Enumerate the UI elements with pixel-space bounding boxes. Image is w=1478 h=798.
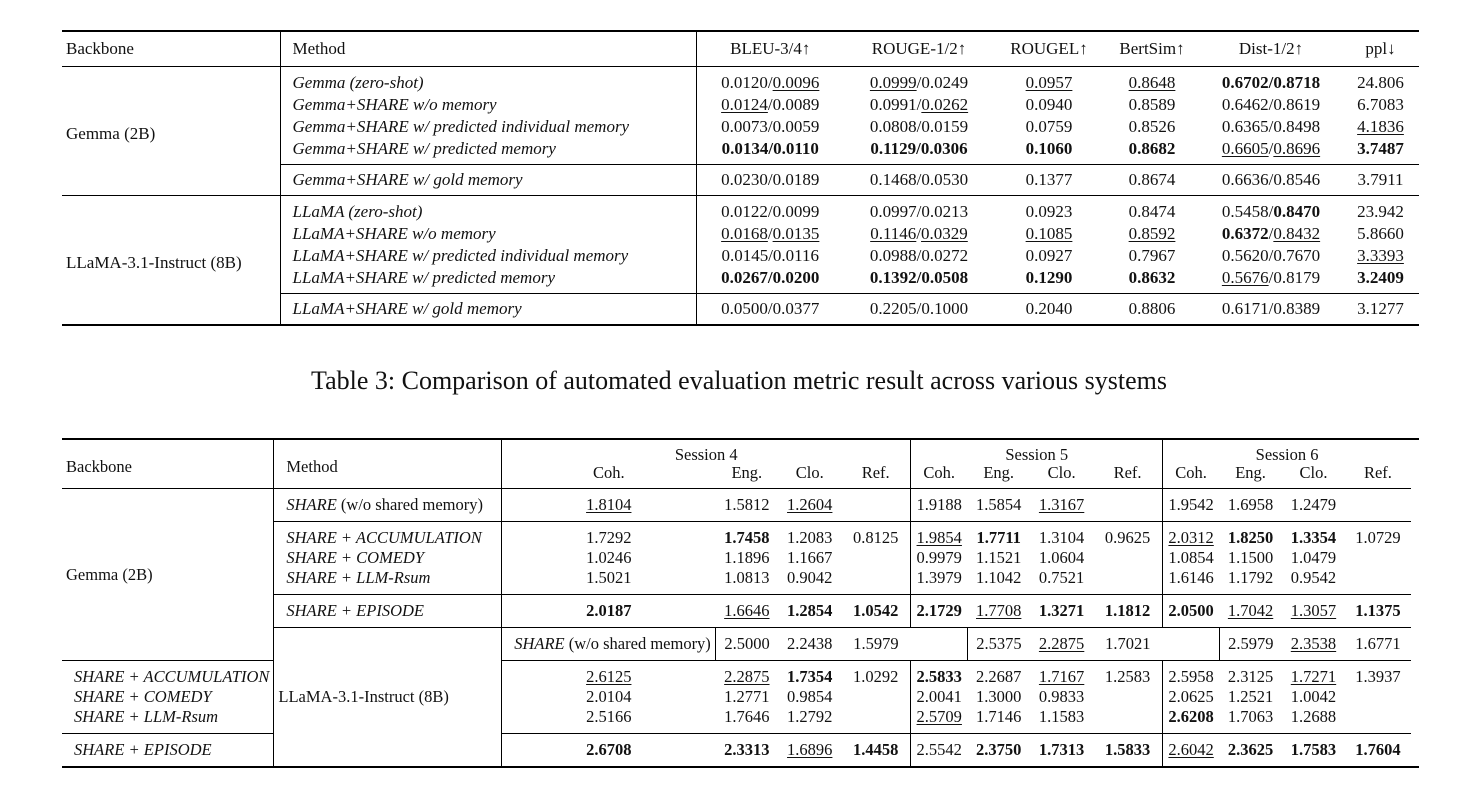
value-cell: 1.1521 bbox=[976, 548, 1022, 567]
value-cell: 1.8250 bbox=[1219, 522, 1282, 549]
value-cell: 1.7604 bbox=[1345, 734, 1411, 768]
col-header-coh: Coh. bbox=[911, 464, 967, 489]
col-header-session6: Session 6 bbox=[1255, 445, 1319, 464]
bleu-cell: 0.0145/0.0116 bbox=[721, 246, 820, 265]
ppl-cell: 5.8660 bbox=[1357, 224, 1404, 243]
value-cell bbox=[1093, 707, 1163, 734]
value-cell: 1.7146 bbox=[976, 707, 1022, 726]
value-cell bbox=[1411, 628, 1419, 661]
value-cell: 2.5709 bbox=[916, 707, 962, 726]
table-row bbox=[62, 196, 1419, 224]
bleu-cell: 0.0120/0.0096 bbox=[721, 73, 820, 92]
value-cell: 2.6042 bbox=[1163, 734, 1219, 768]
value-cell bbox=[1345, 707, 1411, 734]
dist-cell: 0.6462/0.8619 bbox=[1221, 95, 1321, 114]
value-cell: 1.0813 bbox=[724, 568, 770, 587]
method-cell: Gemma+SHARE w/ gold memory bbox=[280, 165, 696, 196]
col-header-clo: Clo. bbox=[1282, 464, 1345, 489]
method-cell: SHARE + ACCUMULATION bbox=[62, 661, 274, 688]
col-header-coh: Coh. bbox=[1163, 464, 1219, 489]
session-table bbox=[62, 438, 1419, 768]
value-cell: 0.9042 bbox=[787, 568, 833, 587]
rougel-cell: 0.0940 bbox=[1025, 95, 1073, 114]
method-cell: Gemma+SHARE w/ predicted individual memory bbox=[280, 116, 696, 138]
backbone-cell: Gemma (2B) bbox=[62, 489, 274, 661]
rouge-cell: 0.0999/0.0249 bbox=[869, 73, 969, 92]
col-header-ref: Ref. bbox=[1093, 464, 1163, 489]
value-cell: 0.9854 bbox=[787, 687, 833, 706]
col-header-clo: Clo. bbox=[778, 464, 841, 489]
rouge-cell: 0.0997/0.0213 bbox=[869, 202, 969, 221]
value-cell bbox=[1163, 628, 1219, 661]
value-cell: 1.1375 bbox=[1345, 595, 1411, 628]
value-cell: 1.7167 bbox=[1030, 661, 1093, 688]
bertsim-cell: 0.8592 bbox=[1128, 224, 1176, 243]
col-header-ref: Ref. bbox=[1345, 464, 1411, 489]
method-cell: SHARE + EPISODE bbox=[62, 734, 274, 768]
method-cell: SHARE + COMEDY bbox=[62, 687, 274, 707]
bertsim-cell: 0.8674 bbox=[1104, 165, 1200, 196]
value-cell: 1.7458 bbox=[715, 522, 778, 549]
value-cell: 1.0042 bbox=[1290, 687, 1337, 706]
method-cell: LLaMA+SHARE w/ predicted memory bbox=[280, 267, 696, 294]
value-cell: 1.6896 bbox=[778, 734, 841, 768]
value-cell: 1.5979 bbox=[853, 634, 899, 653]
metrics-table bbox=[62, 30, 1419, 326]
col-header-ref: Ref. bbox=[841, 464, 911, 489]
value-cell bbox=[841, 687, 911, 707]
rouge-cell: 0.0808/0.0159 bbox=[869, 117, 969, 136]
col-header-method: Method bbox=[280, 31, 696, 67]
method-cell: SHARE + LLM-Rsum bbox=[62, 707, 274, 734]
value-cell bbox=[841, 548, 911, 568]
table-row bbox=[62, 707, 1419, 734]
ppl-cell: 6.7083 bbox=[1357, 95, 1404, 114]
value-cell: 1.7063 bbox=[1227, 707, 1274, 726]
value-cell: 2.3538 bbox=[1290, 634, 1337, 653]
value-cell: 2.5000 bbox=[724, 634, 770, 653]
value-cell: 1.0604 bbox=[1038, 548, 1085, 567]
bertsim-cell: 0.8682 bbox=[1128, 139, 1176, 158]
value-cell: 1.0246 bbox=[586, 548, 632, 567]
value-cell: 2.5833 bbox=[911, 661, 967, 688]
value-cell: 2.1729 bbox=[911, 595, 967, 628]
rougel-cell: 0.1085 bbox=[1025, 224, 1073, 243]
value-cell: 2.2438 bbox=[787, 634, 833, 653]
table-row bbox=[62, 661, 1419, 688]
value-cell: 1.4458 bbox=[841, 734, 911, 768]
ppl-cell: 4.1836 bbox=[1357, 117, 1404, 136]
ppl-cell: 3.7487 bbox=[1357, 139, 1404, 158]
value-cell: 1.7042 bbox=[1219, 595, 1282, 628]
value-cell: 1.2688 bbox=[1290, 707, 1337, 726]
method-cell: Gemma+SHARE w/ predicted memory bbox=[280, 138, 696, 165]
value-cell: 1.1042 bbox=[976, 568, 1022, 587]
rougel-cell: 0.1377 bbox=[994, 165, 1104, 196]
value-cell: 2.6708 bbox=[502, 734, 716, 768]
value-cell: 1.7021 bbox=[1105, 634, 1151, 653]
table-header-row bbox=[62, 31, 1419, 67]
value-cell: 2.0187 bbox=[502, 595, 716, 628]
col-header-bleu: BLEU-3/4↑ bbox=[696, 31, 844, 67]
table-row bbox=[62, 687, 1419, 707]
backbone-cell: LLaMA-3.1-Instruct (8B) bbox=[62, 196, 280, 326]
col-header-session5: Session 5 bbox=[911, 439, 1163, 464]
value-cell: 1.1667 bbox=[787, 548, 833, 567]
value-cell: 0.9833 bbox=[1038, 687, 1085, 706]
method-cell: SHARE (w/o shared memory) bbox=[502, 628, 716, 661]
value-cell: 1.1896 bbox=[724, 548, 770, 567]
backbone-cell: LLaMA-3.1-Instruct (8B) bbox=[274, 628, 502, 768]
dist-cell: 0.5458/0.8470 bbox=[1221, 202, 1321, 221]
rougel-cell: 0.0927 bbox=[1025, 246, 1073, 265]
value-cell: 1.7646 bbox=[724, 707, 770, 726]
bertsim-cell: 0.8526 bbox=[1128, 117, 1176, 136]
table-row bbox=[62, 67, 1419, 95]
value-cell: 1.6146 bbox=[1168, 568, 1214, 587]
dist-cell: 0.6171/0.8389 bbox=[1200, 294, 1342, 326]
rouge-cell: 0.0991/0.0262 bbox=[869, 95, 969, 114]
method-cell: LLaMA+SHARE w/ gold memory bbox=[280, 294, 696, 326]
method-cell: SHARE + ACCUMULATION bbox=[274, 522, 502, 549]
value-cell: 1.3000 bbox=[976, 687, 1022, 706]
bertsim-cell: 0.8632 bbox=[1128, 268, 1176, 287]
col-header-clo: Clo. bbox=[1030, 464, 1093, 489]
rougel-cell: 0.0923 bbox=[1025, 202, 1073, 221]
col-header-method: Method bbox=[274, 439, 502, 489]
value-cell: 1.7292 bbox=[502, 522, 716, 549]
value-cell: 1.5021 bbox=[586, 568, 632, 587]
bleu-cell: 0.0267/0.0200 bbox=[721, 268, 820, 287]
bleu-cell: 0.0230/0.0189 bbox=[696, 165, 844, 196]
value-cell: 1.2771 bbox=[724, 687, 770, 706]
rougel-cell: 0.2040 bbox=[994, 294, 1104, 326]
value-cell: 2.6208 bbox=[1168, 707, 1214, 726]
value-cell bbox=[1345, 548, 1411, 568]
value-cell bbox=[1093, 548, 1163, 568]
value-cell: 1.6771 bbox=[1355, 634, 1401, 653]
table-header-row bbox=[62, 439, 1419, 464]
dist-cell: 0.6702/0.8718 bbox=[1221, 73, 1321, 92]
value-cell: 2.0500 bbox=[1163, 595, 1219, 628]
value-cell: 2.3313 bbox=[715, 734, 778, 768]
rougel-cell: 0.1060 bbox=[1025, 139, 1073, 158]
value-cell: 1.7708 bbox=[967, 595, 1030, 628]
value-cell: 1.3057 bbox=[1282, 595, 1345, 628]
method-cell: Gemma (zero-shot) bbox=[280, 67, 696, 95]
value-cell: 2.2875 bbox=[715, 661, 778, 688]
col-header-backbone: Backbone bbox=[62, 31, 280, 67]
value-cell: 1.6646 bbox=[715, 595, 778, 628]
rougel-cell: 0.1290 bbox=[1025, 268, 1073, 287]
method-cell: LLaMA+SHARE w/o memory bbox=[280, 223, 696, 245]
value-cell: 1.3354 bbox=[1282, 522, 1345, 549]
value-cell bbox=[1093, 489, 1163, 522]
dist-cell: 0.6636/0.8546 bbox=[1200, 165, 1342, 196]
value-cell: 1.3937 bbox=[1345, 661, 1411, 688]
rougel-cell: 0.0957 bbox=[1025, 73, 1073, 92]
value-cell: 1.2792 bbox=[787, 707, 833, 726]
value-cell: 1.6958 bbox=[1227, 495, 1274, 514]
value-cell: 1.1812 bbox=[1093, 595, 1163, 628]
value-cell: 1.0542 bbox=[841, 595, 911, 628]
value-cell: 2.5542 bbox=[911, 734, 967, 768]
value-cell: 1.2083 bbox=[778, 522, 841, 549]
rougel-cell: 0.0759 bbox=[1025, 117, 1073, 136]
value-cell: 0.7521 bbox=[1038, 568, 1085, 587]
value-cell: 1.5854 bbox=[976, 495, 1022, 514]
method-cell: SHARE (w/o shared memory) bbox=[274, 489, 502, 522]
col-header-eng: Eng. bbox=[715, 464, 778, 489]
value-cell bbox=[1345, 687, 1411, 707]
rouge-cell: 0.1129/0.0306 bbox=[870, 139, 968, 158]
value-cell: 1.0292 bbox=[841, 661, 911, 688]
value-cell: 1.5833 bbox=[1093, 734, 1163, 768]
col-header-rouge12: ROUGE-1/2↑ bbox=[844, 31, 994, 67]
value-cell bbox=[841, 707, 911, 734]
col-header-eng: Eng. bbox=[967, 464, 1030, 489]
method-cell: Gemma+SHARE w/o memory bbox=[280, 94, 696, 116]
value-cell: 1.5812 bbox=[724, 495, 770, 514]
value-cell: 1.7354 bbox=[778, 661, 841, 688]
col-header-dist: Dist-1/2↑ bbox=[1200, 31, 1342, 67]
rouge-cell: 0.2205/0.1000 bbox=[844, 294, 994, 326]
value-cell: 1.2604 bbox=[787, 495, 833, 514]
col-header-backbone: Backbone bbox=[62, 439, 274, 489]
value-cell: 2.3625 bbox=[1219, 734, 1282, 768]
value-cell: 1.3167 bbox=[1038, 495, 1085, 514]
method-cell: SHARE + EPISODE bbox=[274, 595, 502, 628]
value-cell: 2.2875 bbox=[1038, 634, 1085, 653]
col-header-coh: Coh. bbox=[502, 464, 716, 489]
value-cell: 2.0041 bbox=[916, 687, 962, 706]
bertsim-cell: 0.8474 bbox=[1128, 202, 1176, 221]
value-cell: 1.2521 bbox=[1227, 687, 1274, 706]
value-cell bbox=[1093, 568, 1163, 595]
backbone-cell: Gemma (2B) bbox=[62, 67, 280, 196]
value-cell: 2.0104 bbox=[586, 687, 632, 706]
value-cell: 1.3271 bbox=[1030, 595, 1093, 628]
table-row bbox=[62, 734, 1419, 768]
value-cell: 1.2479 bbox=[1290, 495, 1337, 514]
value-cell: 1.7711 bbox=[967, 522, 1030, 549]
dist-cell: 0.6372/0.8432 bbox=[1221, 224, 1321, 243]
value-cell bbox=[911, 628, 967, 661]
bertsim-cell: 0.8589 bbox=[1128, 95, 1176, 114]
rouge-cell: 0.1146/0.0329 bbox=[870, 224, 968, 243]
value-cell: 1.3979 bbox=[916, 568, 962, 587]
value-cell: 2.0312 bbox=[1163, 522, 1219, 549]
value-cell: 1.1500 bbox=[1227, 548, 1274, 567]
value-cell bbox=[841, 489, 911, 522]
value-cell: 2.5958 bbox=[1163, 661, 1219, 688]
bleu-cell: 0.0073/0.0059 bbox=[721, 117, 820, 136]
dist-cell: 0.5676/0.8179 bbox=[1221, 268, 1321, 287]
ppl-cell: 3.2409 bbox=[1357, 268, 1404, 287]
rouge-cell: 0.1392/0.0508 bbox=[869, 268, 969, 287]
value-cell: 0.9979 bbox=[916, 548, 962, 567]
value-cell: 1.0479 bbox=[1290, 548, 1337, 567]
bleu-cell: 0.0134/0.0110 bbox=[721, 139, 819, 158]
ppl-cell: 23.942 bbox=[1357, 202, 1404, 221]
bleu-cell: 0.0500/0.0377 bbox=[696, 294, 844, 326]
value-cell: 1.2854 bbox=[778, 595, 841, 628]
value-cell: 1.7313 bbox=[1030, 734, 1093, 768]
value-cell: 2.3125 bbox=[1219, 661, 1282, 688]
col-header-bertsim: BertSim↑ bbox=[1104, 31, 1200, 67]
col-header-ppl: ppl↓ bbox=[1342, 31, 1419, 67]
table-row bbox=[62, 489, 1419, 522]
value-cell: 2.5166 bbox=[586, 707, 632, 726]
value-cell: 1.9188 bbox=[916, 495, 962, 514]
value-cell: 1.7271 bbox=[1282, 661, 1345, 688]
value-cell: 1.0729 bbox=[1345, 522, 1411, 549]
value-cell bbox=[841, 568, 911, 595]
rouge-cell: 0.0988/0.0272 bbox=[869, 246, 969, 265]
value-cell: 1.1583 bbox=[1038, 707, 1085, 726]
dist-cell: 0.6605/0.8696 bbox=[1221, 139, 1321, 158]
value-cell: 2.6125 bbox=[502, 661, 716, 688]
bertsim-cell: 0.8648 bbox=[1128, 73, 1176, 92]
dist-cell: 0.6365/0.8498 bbox=[1221, 117, 1321, 136]
value-cell: 0.8125 bbox=[841, 522, 911, 549]
method-cell: SHARE + COMEDY bbox=[274, 548, 502, 568]
bleu-cell: 0.0124/0.0089 bbox=[721, 95, 820, 114]
value-cell bbox=[1345, 489, 1411, 522]
value-cell: 2.5375 bbox=[976, 634, 1022, 653]
value-cell: 1.2583 bbox=[1093, 661, 1163, 688]
value-cell: 1.1792 bbox=[1227, 568, 1274, 587]
value-cell: 1.0854 bbox=[1168, 548, 1214, 567]
ppl-cell: 3.3393 bbox=[1357, 246, 1404, 265]
method-cell: LLaMA (zero-shot) bbox=[280, 196, 696, 224]
value-cell: 0.9542 bbox=[1290, 568, 1337, 587]
col-header-session4: Session 4 bbox=[502, 439, 911, 464]
value-cell: 2.3750 bbox=[967, 734, 1030, 768]
value-cell bbox=[1093, 687, 1163, 707]
bertsim-cell: 0.8806 bbox=[1104, 294, 1200, 326]
bleu-cell: 0.0168/0.0135 bbox=[721, 224, 820, 243]
value-cell: 1.3104 bbox=[1030, 522, 1093, 549]
ppl-cell: 3.1277 bbox=[1342, 294, 1419, 326]
value-cell: 2.2687 bbox=[967, 661, 1030, 688]
ppl-cell: 24.806 bbox=[1357, 73, 1404, 92]
value-cell: 1.7583 bbox=[1282, 734, 1345, 768]
dist-cell: 0.5620/0.7670 bbox=[1221, 246, 1321, 265]
method-cell: SHARE + LLM-Rsum bbox=[274, 568, 502, 595]
bleu-cell: 0.0122/0.0099 bbox=[721, 202, 820, 221]
value-cell: 2.0625 bbox=[1168, 687, 1214, 706]
ppl-cell: 3.7911 bbox=[1342, 165, 1419, 196]
rouge-cell: 0.1468/0.0530 bbox=[844, 165, 994, 196]
col-header-eng: Eng. bbox=[1219, 464, 1282, 489]
method-cell: LLaMA+SHARE w/ predicted individual memory bbox=[280, 245, 696, 267]
value-cell: 1.9542 bbox=[1168, 495, 1214, 514]
value-cell: 0.9625 bbox=[1093, 522, 1163, 549]
value-cell: 2.5979 bbox=[1228, 634, 1274, 653]
col-header-rougel: ROUGEL↑ bbox=[994, 31, 1104, 67]
value-cell: 1.9854 bbox=[911, 522, 967, 549]
value-cell: 1.8104 bbox=[586, 495, 632, 514]
bertsim-cell: 0.7967 bbox=[1128, 246, 1176, 265]
table-caption: Table 3: Comparison of automated evaluation metric result across various systems bbox=[311, 366, 1167, 395]
value-cell bbox=[1345, 568, 1411, 595]
